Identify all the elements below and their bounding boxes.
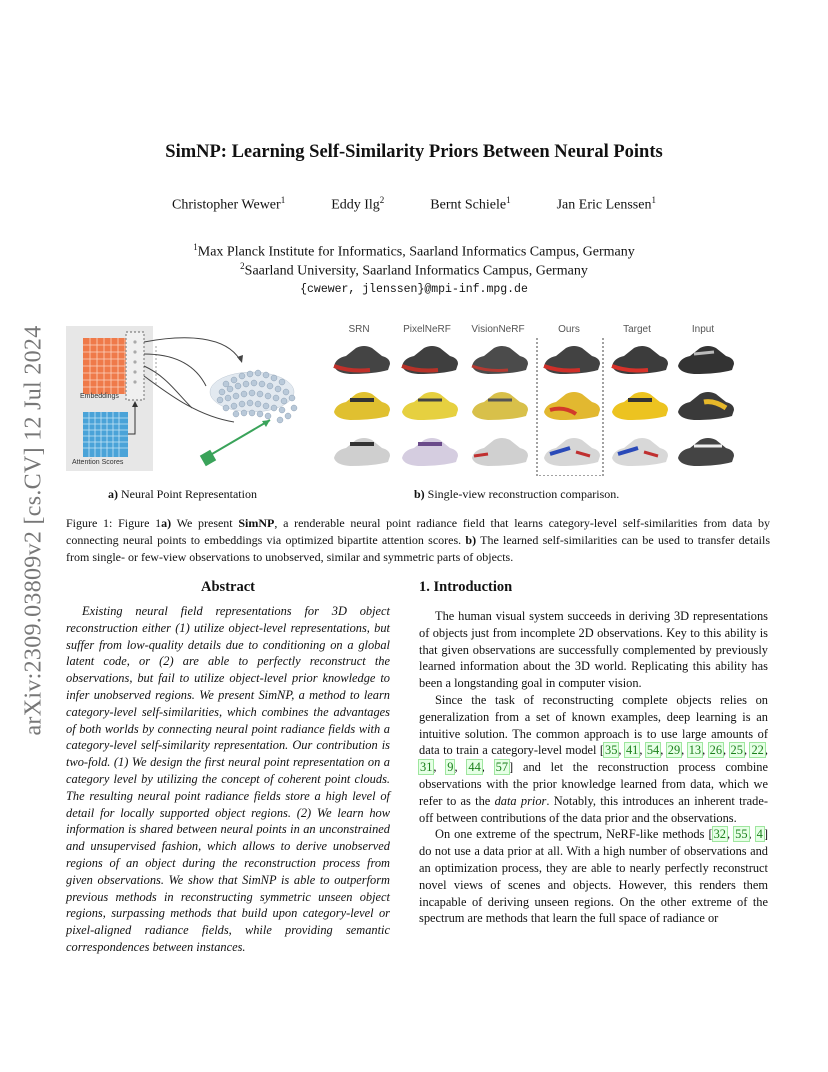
figure-caption: Figure 1: Figure 1a) We present SimNP, a renderable neural point radiance field that learns category-level self-similarities from data by connecting neural points to embeddings via optimized bipartite attention scores. b) The learned self-similarities can be used to transfer details from single- or few-view observations to unobserved, similar and symmetric parts of objects. bbox=[66, 516, 770, 564]
attention-scores-label: Attention Scores bbox=[72, 459, 124, 466]
citation-link[interactable]: 55 bbox=[735, 827, 748, 842]
reconstruction-grid bbox=[326, 336, 738, 476]
arxiv-sidebar bbox=[14, 295, 54, 765]
author-list bbox=[0, 195, 828, 214]
citation-link[interactable]: 54 bbox=[646, 743, 660, 758]
embeddings-label: Embeddings bbox=[80, 393, 119, 400]
column-label: Input bbox=[691, 324, 715, 335]
citation-link[interactable]: 41 bbox=[625, 743, 639, 758]
citation-link[interactable]: 26 bbox=[709, 743, 723, 758]
abstract-heading: Abstract bbox=[201, 579, 255, 595]
row-dark-car bbox=[334, 346, 734, 374]
citation-link[interactable]: 32 bbox=[713, 827, 726, 842]
citation-link[interactable]: 9 bbox=[447, 760, 454, 775]
citation-link[interactable]: 4 bbox=[756, 827, 763, 842]
author: Christopher Wewer$^1$ bbox=[172, 195, 286, 213]
column-label: Ours bbox=[558, 324, 580, 335]
citation-link[interactable]: 35 bbox=[605, 743, 618, 758]
citation-link[interactable]: 13 bbox=[688, 743, 702, 758]
camera-icon bbox=[200, 420, 270, 466]
citation-link[interactable]: 57 bbox=[495, 760, 509, 775]
arxiv-identifier: arXiv:2309.03809v2 [cs.CV] 12 Jul 2024 bbox=[20, 324, 47, 736]
column-label: SRN bbox=[348, 324, 370, 335]
affiliation: $^1$Max Planck Institute for Informatics, Saarland Informatics Campus, Germany bbox=[193, 242, 635, 260]
neural-point-diagram bbox=[66, 326, 301, 474]
column-label: VisionNeRF bbox=[471, 324, 525, 335]
point-cloud bbox=[210, 370, 297, 423]
subfigure-a-label: a) Neural Point Representation bbox=[108, 487, 257, 501]
citation-link[interactable]: 25 bbox=[730, 743, 743, 758]
paragraph: The human visual system succeeds in deriving 3D representations of objects just from incomplete 2D observations. Key to this ability is that given observations are successfully complemented by previously learned information about the 3D world. Replicating this ability has been a longstanding goal in computer vision. bbox=[419, 609, 768, 691]
citation-link[interactable]: 44 bbox=[468, 760, 481, 775]
affiliation: $^2$Saarland University, Saarland Informatics Campus, Germany bbox=[240, 261, 588, 279]
author: Jan Eric Lenssen$^1$ bbox=[556, 195, 656, 213]
row-yellow-car bbox=[334, 392, 734, 420]
subfigure-b-label: b) Single-view reconstruction comparison. bbox=[414, 487, 620, 501]
section-heading: 1. Introduction bbox=[419, 579, 513, 595]
citation-link[interactable]: 22 bbox=[751, 743, 764, 758]
author: Eddy Ilg$^2$ bbox=[331, 195, 385, 213]
column-label: PixelNeRF bbox=[403, 324, 451, 335]
citation-link[interactable]: 29 bbox=[667, 743, 681, 758]
paragraph: On one extreme of the spectrum, NeRF-like methods [32, 55, 4] do not use a data prior at all. With a high number of observations and an optimization process, they are able to nearly perfectly reconstruct novel views of scenes and objects. However, this renders them incapable of deriving unseen regions. On the other extreme of the spectrum are methods that learn the full space of radiance or bbox=[419, 827, 768, 926]
email: {cwewer, jlenssen}@mpi-inf.mpg.de bbox=[300, 283, 528, 296]
row-silver-car bbox=[334, 438, 734, 466]
paragraph: Since the task of reconstructing complete objects relies on generalization from a set of known examples, deep learning is an intuitive solution. The common approach is to use large amounts of data to train a category-level model [35, 41, 54, 29, 13, 26, 25, 22, 31, 9, 44, 57] and let the reconstruction process combine observations with the prior knowledge learned from data, which we refer to as the data prior. Notably, this introduces an inherent trade-off between contributions of the data prior and the observations. bbox=[419, 692, 768, 825]
column-label: Target bbox=[623, 324, 651, 335]
citation-link[interactable]: 31 bbox=[420, 760, 433, 775]
abstract-body: Existing neural field representations for 3D object reconstruction either (1) utilize object-level representations, but suffer from low-quality details due to conditioning on a global latent code, or (2) are able to perfectly reconstruct the observations, but fail to utilize object-level prior knowledge to infer unobserved regions. We present SimNP, a method to learn category-level self-similarities, which combines the advantages of both worlds by connecting neural point radiance fields with a category-level self-similarity representation. Our contribution is two-fold. (1) We design the first neural point representation on a category level by utilizing the concept of coherent point clouds. The resulting neural point radiance fields store a high level of detail for locally supported object regions. (2) We learn how information is shared between neural points in an unconstrained and unsupervised fashion, which allows to derive unobserved regions of an object during the reconstruction process from given observations. We show that SimNP is able to outperform previous methods in reconstructing symmetric unseen object regions, surpassing methods that build upon category-level or pixel-aligned radiance fields, while providing semantic correspondences between instances. bbox=[66, 604, 390, 954]
intro-body bbox=[419, 608, 768, 927]
attention-scores-grid bbox=[83, 412, 128, 457]
paper-title: SimNP: Learning Self-Similarity Priors Between Neural Points bbox=[165, 142, 663, 162]
author: Bernt Schiele$^1$ bbox=[430, 195, 511, 213]
